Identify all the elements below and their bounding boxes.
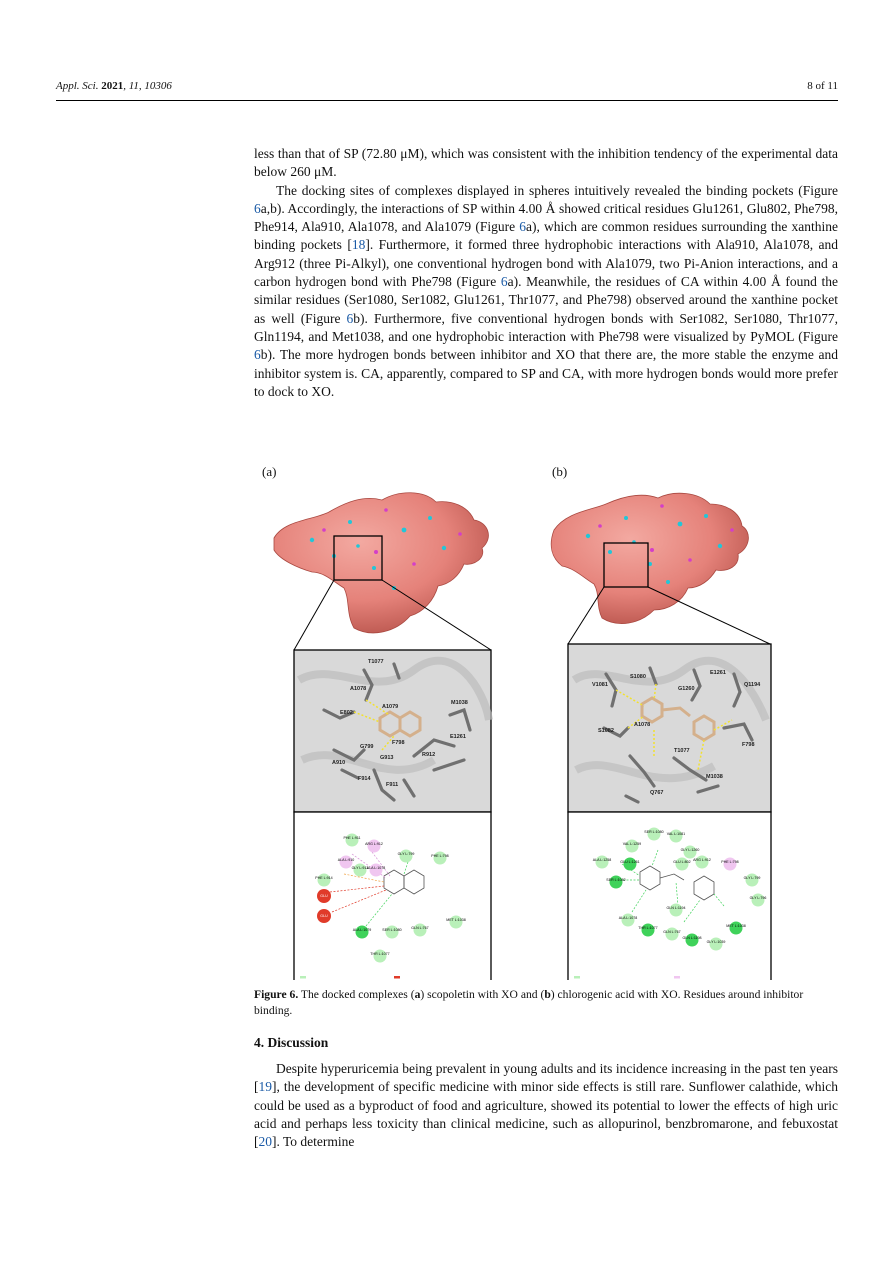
svg-text:MET L:1038: MET L:1038 (446, 918, 466, 922)
svg-text:ALA L:1258: ALA L:1258 (592, 858, 612, 862)
text-run: a,b). Accordingly, the interactions of SP within 4.00 Å showed critical residues Glu1261, Glu802, Phe798, Phe914, Ala910, Ala1078, and Ala1079 (Figure (254, 200, 838, 235)
text-run: b). The more hydrogen bonds between inhibitor and XO that there are, the more stable the enzyme and inhibitor system is. CA, apparently, compared to SP and CA, with more hydrogen bonds would more prefer to dock to XO. (254, 347, 838, 399)
svg-text:M1038: M1038 (706, 774, 723, 780)
text-run: Despite hyperuricemia being prevalent in young adults and its incidence increasing in the past ten years [ (254, 1061, 838, 1095)
text-run: less than that of SP (72.80 μM), which was consistent with the inhibition tendency of the experimental data below 260 μM. (254, 146, 838, 180)
svg-text:ALA L:910: ALA L:910 (337, 858, 355, 862)
panel-b-label: (b) (552, 464, 568, 479)
section-heading: 4. Discussion (254, 1035, 329, 1050)
svg-text:GLN L:1198: GLN L:1198 (682, 936, 702, 940)
svg-text:R912: R912 (422, 752, 436, 758)
reference-link[interactable]: 6 (346, 310, 354, 326)
svg-text:M1038: M1038 (451, 700, 468, 706)
svg-text:GLN L:767: GLN L:767 (663, 930, 681, 934)
svg-text:GLY L:913: GLY L:913 (351, 866, 369, 870)
panel-a-3d-view (294, 650, 491, 812)
svg-text:G799: G799 (360, 744, 374, 750)
svg-text:F798: F798 (742, 742, 755, 748)
svg-text:A1078: A1078 (634, 722, 651, 728)
svg-text:S1080: S1080 (630, 674, 646, 680)
text-run: ], the development of specific medicine with minor side effects is still rare. Sunflower calathide, which could be used as a byproduct of food and agriculture, showed its potential to lower the effects of high uric acid and perhaps less toxicity than clinical medicine, such as allopurinol, benzbromarone, and febuxostat [ (254, 1079, 838, 1150)
svg-text:THR L:1077: THR L:1077 (638, 926, 658, 930)
svg-text:V1081: V1081 (592, 682, 608, 688)
svg-text:Q1194: Q1194 (744, 682, 761, 688)
journal-citation: Appl. Sci. 2021, 11, 10306 (56, 80, 172, 92)
svg-text:ARG L:912: ARG L:912 (365, 842, 383, 846)
protein-surface-b (551, 493, 770, 644)
paragraph-3 (254, 1060, 838, 1151)
svg-text:GLY L:796: GLY L:796 (749, 896, 767, 900)
svg-text:A1078: A1078 (350, 686, 367, 692)
svg-text:GLY L:799: GLY L:799 (397, 852, 415, 856)
panel-a-2d-diagram (294, 812, 491, 980)
paragraph-2 (254, 182, 838, 402)
panel-a-label: (a) (262, 464, 277, 479)
svg-text:PHE L:914: PHE L:914 (315, 876, 333, 880)
body-text-top (254, 145, 838, 401)
svg-text:SER L:1082: SER L:1082 (606, 878, 626, 882)
svg-text:E1261: E1261 (450, 734, 466, 740)
body-text-bottom (254, 1060, 838, 1151)
panel-b-3d-view (568, 644, 771, 812)
svg-text:ALA L:1078: ALA L:1078 (618, 916, 638, 920)
svg-text:GLY L:1260: GLY L:1260 (680, 848, 700, 852)
svg-text:SER L:1080: SER L:1080 (382, 928, 402, 932)
svg-text:GLU: GLU (320, 894, 328, 898)
svg-text:SER L:1080: SER L:1080 (644, 830, 664, 834)
text-run: ]. Furthermore, it formed three hydrophobic interactions with Ala910, Ala1078, and Arg912 (three Pi-Alkyl), one conventional hydrogen bond with Ala1079, two Pi-Anion interactions, and a carbon hydrogen bond with Phe798 (Figure (254, 237, 838, 290)
svg-text:VAL L:1259: VAL L:1259 (622, 842, 642, 846)
protein-surface-a (274, 493, 491, 650)
reference-link[interactable]: 20 (258, 1134, 272, 1150)
svg-text:E802: E802 (340, 710, 353, 716)
paragraph-1 (254, 145, 838, 182)
svg-text:A1079: A1079 (382, 704, 399, 710)
text-run: ]. To determine (272, 1134, 355, 1150)
svg-text:T1077: T1077 (674, 748, 690, 754)
svg-text:PHE L:911: PHE L:911 (343, 836, 361, 840)
svg-text:Q767: Q767 (650, 790, 664, 796)
reference-link[interactable]: 19 (258, 1079, 272, 1095)
reference-link[interactable]: 18 (351, 237, 366, 253)
text-run: b). Furthermore, five conventional hydrogen bonds with Ser1082, Ser1080, Thr1077, Gln1194, and Met1038, and one hydrophobic interaction with Phe798 were visualized by PyMOL (Figure (254, 310, 838, 344)
svg-text:F911: F911 (386, 782, 399, 788)
svg-text:GLY L:799: GLY L:799 (743, 876, 761, 880)
svg-text:T1077: T1077 (368, 659, 384, 665)
svg-text:THR L:1077: THR L:1077 (370, 952, 390, 956)
figure-6 (254, 460, 838, 980)
svg-text:GLY L:1039: GLY L:1039 (706, 940, 726, 944)
panel-b-2d-diagram (568, 812, 771, 980)
svg-text:F798: F798 (392, 740, 405, 746)
text-run: The docking sites of complexes displayed in spheres intuitively revealed the binding pockets (Figure (276, 182, 838, 198)
svg-text:VAL L:1081: VAL L:1081 (666, 832, 686, 836)
svg-text:G1260: G1260 (678, 686, 695, 692)
svg-text:ALA L:1078: ALA L:1078 (366, 866, 386, 870)
svg-text:A910: A910 (332, 760, 346, 766)
svg-text:GLU L:1261: GLU L:1261 (620, 860, 640, 864)
figure-caption: Figure 6. The docked complexes (a) scopoletin with XO and (b) chlorogenic acid with XO. Residues around inhibitor binding. (254, 988, 804, 1017)
svg-text:MET L:1038: MET L:1038 (726, 924, 746, 928)
reference-link[interactable]: 6 (254, 347, 261, 363)
svg-text:GLN L:767: GLN L:767 (411, 926, 429, 930)
reference-link[interactable]: 6 (500, 274, 508, 290)
page-number: 8 of 11 (807, 80, 838, 92)
figure-graphic (254, 460, 838, 980)
page-header (56, 78, 838, 101)
text-run: a). Meanwhile, the residues of CA within 4.00 Å found the similar residues (Ser1080, Ser1082, Glu1261, Thr1077, and Phe798) observed around the xanthine pocket as well (Figure (254, 274, 838, 326)
svg-text:GLU: GLU (320, 914, 328, 918)
svg-text:GLN L:1194: GLN L:1194 (666, 906, 686, 910)
svg-text:PHE L:798: PHE L:798 (431, 854, 449, 858)
reference-link[interactable]: 6 (519, 219, 526, 235)
svg-text:GLU L:802: GLU L:802 (673, 860, 691, 864)
svg-text:ALA L:1079: ALA L:1079 (352, 928, 372, 932)
svg-text:ARG L:912: ARG L:912 (693, 858, 711, 862)
svg-text:S1082: S1082 (598, 728, 614, 734)
svg-text:F914: F914 (358, 776, 371, 782)
svg-text:PHE L:798: PHE L:798 (721, 860, 739, 864)
svg-text:G913: G913 (380, 755, 394, 761)
reference-link[interactable]: 6 (254, 200, 261, 216)
svg-text:E1261: E1261 (710, 670, 726, 676)
text-run: a), which are common residues surrounding the xanthine binding pockets [ (254, 219, 838, 253)
